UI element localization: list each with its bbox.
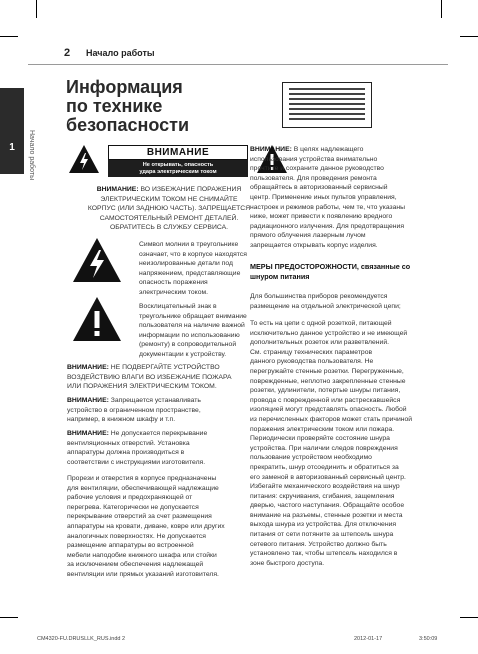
caution-text: ВНИМАНИЕ: ВО ИЗБЕЖАНИЕ ПОРАЖЕНИЯ ЭЛЕКТРИЧЕСКИМ ТОКОМ НЕ СНИМАЙТЕ КОРПУС (ИЛИ ЗАДНЮЮ ЧАСТЬ). ЗАПРЕЩАЕТСЯ САМОСТОЯТЕЛЬНЫЙ РЕМОНТ ДЕТАЛЕЙ. ОБРАТИТЕСЬ В СЛУЖБУ СЕРВИСА. [87,186,251,232]
crop-mark [460,36,478,37]
moisture-warning-text: ВНИМАНИЕ: НЕ ПОДВЕРГАЙТЕ УСТРОЙСТВО ВОЗДЕЙСТВИЮ ВЛАГИ ВО ИЗБЕЖАНИЕ ПОЖАРА ИЛИ ПОРАЖЕНИЯ ЭЛЕКТРИЧЕСКИМ ТОКОМ. [67,364,232,391]
lightning-warning-icon [72,237,122,283]
title-line: по технике [66,96,163,116]
power-cord-paragraph: То есть на цепи с одной розеткой, питающей исключительно данное устройство и не имеющей дополнительных розеток или разветвлений. См. страницу технических параметров данного руководства пользователя. Не перегружайте стенные розетки. Перегруженные, поврежденные, неплотно закрепленные стенные розетки, удлинители, потертые шнуры питания, провода с поврежденной или растрескавшейся изоляцией могут представлять опасность. Любой из перечисленных факторов может стать причиной поражения электрическим током или пожара. Периодически проверяйте состояние шнура устройства. При наличии следов повреждения пользование устройством необходимо прекратить, шнур отсоединить и обратиться за его заменой в авторизованный сервисный центр. Избегайте механического воздействия на шнур питания: скручивания, сгибания, защемления дверью, частого наступания. Обращайте особое внимание на разъемы, стенные розетки и места выхода шнура из устройства. Для отключения питания от сети потяните за штепсель шнура сетевого питания. Устройство должно быть установлено так, чтобы штепсель находился в зоне быстрого доступа. [250,320,413,567]
crop-mark [441,0,442,18]
header-rule [28,64,448,65]
footer-date: 2012-01-17 [354,636,383,642]
caution-heading: ВНИМАНИЕ [108,145,248,160]
title-line: Информация [66,77,183,97]
laser-warning-text: ВНИМАНИЕ: В целях надлежащего использования устройства внимательно прочтите и сохраните данное руководство пользователя. Для проведения ремонта обращайтесь в авторизованный сервисный центр. Применение иных пультов управления, настроек и режимов работы, чем те, что указаны ниже, может привести к появлению вредного радиационного излучения. Для предотвращения прямого облучения лазерным лучом запрещается открывать корпус изделия. [250,146,406,249]
crop-mark [460,617,478,618]
page-number: 2 [64,47,71,59]
crop-mark [0,617,18,618]
caution-label [108,145,248,177]
exclamation-symbol-text: Восклицательный знак в треугольнике обращает внимание пользователя на наличие важной информации по использованию (ремонту) в сопроводительной документации к устройству. [139,303,247,358]
chapter-label: Начало работы [28,130,35,181]
title-line: безопасности [66,115,190,135]
exclamation-warning-icon [72,296,122,342]
crop-mark [0,36,18,37]
caution-subtext: Не открывать, опасность удара электрическим током [108,160,248,177]
chapter-tab [0,88,24,174]
ventilation-paragraph: Прорези и отверстия в корпусе предназначены для вентиляции, обеспечивающей надлежащие рабочие условия и предохраняющей от перегрева. Категорически не допускается перекрывание отверстий за счет размещения аппаратуры на кровати, диване, ковре или других аналогичных поверхностях. Не допускается размещение аппаратуры во встроенной мебели наподобие книжного шкафа или стойки за исключением обеспечения надлежащей вентиляции или прямых указаний изготовителя. [67,475,225,578]
crop-mark [36,0,37,18]
chapter-number: 1 [9,142,15,153]
laser-label-image [282,82,372,128]
power-cord-heading: МЕРЫ ПРЕДОСТОРОЖНОСТИ, связанные со шнуром питания [250,262,411,281]
page-title [66,78,226,135]
section-title: Начало работы [86,48,155,58]
footer-time: 3:50:09 [419,636,438,642]
ventilation-warning-text: ВНИМАНИЕ: Не допускается перекрывание вентиляционных отверстий. Установка аппаратуры должна производиться в соответствии с инструкциями изготовителя. [67,430,208,466]
lightning-symbol-text: Символ молнии в треугольнике означает, что в корпусе находятся неизолированные детали под напряжением, представляющие опасность поражения электрическим током. [139,241,247,296]
lightning-warning-icon [68,144,100,174]
installation-warning-text: ВНИМАНИЕ: Запрещается устанавливать устройство в ограниченном пространстве, например, в книжном шкафу и т.п. [67,397,201,424]
power-cord-intro: Для большинства приборов рекомендуется размещение на отдельной электрической цепи; [250,293,401,310]
footer-filename: CM4320-FU.DRUSLLK_RUS.indd 2 [37,636,126,642]
